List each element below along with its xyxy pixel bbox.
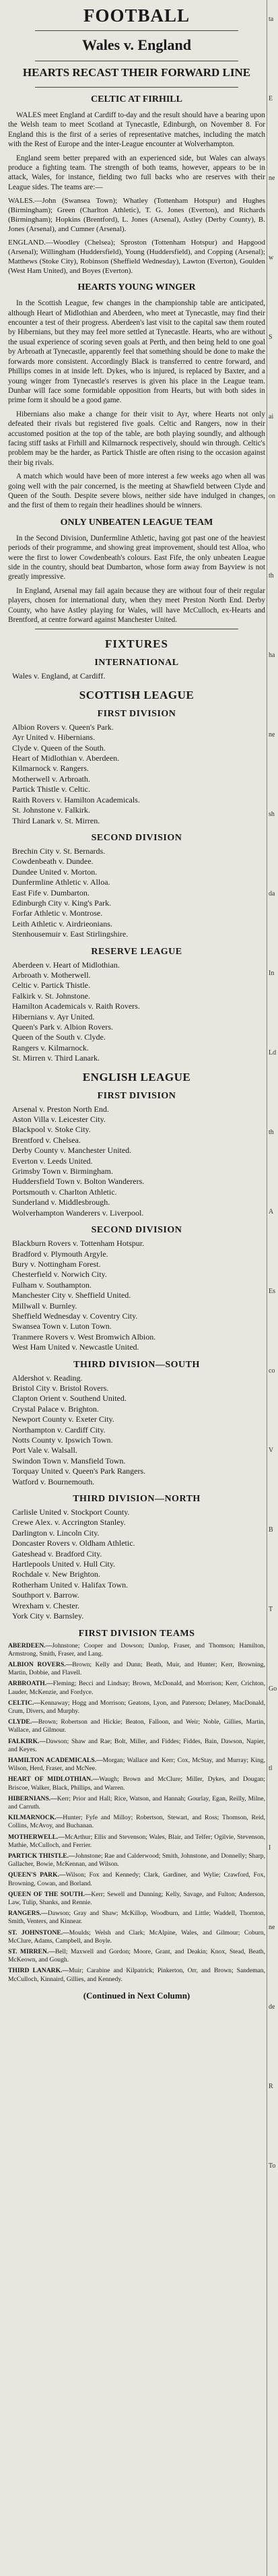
fixture-line: Leith Athletic v. Airdrieonians. (12, 918, 112, 929)
fixture-line: Notts County v. Ipswich Town. (12, 1435, 113, 1445)
team-entry (8, 1852, 265, 1868)
team-entry (8, 1661, 265, 1677)
international-heading: INTERNATIONAL (94, 658, 179, 668)
fixture-line: Bradford v. Plymouth Argyle. (12, 1249, 108, 1259)
team-entry (8, 1642, 265, 1658)
fixture-line: Carlisle United v. Stockport County. (12, 1507, 130, 1517)
continued-note: (Continued in Next Column) (83, 1990, 190, 2001)
club-name: MOTHERWELL.— (8, 1833, 65, 1841)
fixture-line: Brechin City v. St. Bernards. (12, 846, 106, 856)
team-selections (8, 1642, 265, 1984)
fixture-line: Everton v. Leeds United. (12, 1156, 93, 1166)
strip-fragment: Go (269, 1685, 277, 1693)
fixture-line: Edinburgh City v. King's Park. (12, 898, 112, 908)
first-division-heading: FIRST DIVISION (97, 708, 176, 719)
club-name: HIBERNIANS.— (8, 1794, 57, 1802)
fixture-line: Clyde v. Queen of the South. (12, 743, 106, 753)
divider (35, 30, 238, 31)
third-north-list (8, 1507, 265, 1621)
fixture-line: Arsenal v. Preston North End. (12, 1104, 109, 1114)
fixture-line: Hamilton Academicals v. Raith Rovers. (12, 1001, 140, 1011)
strip-fragment: ha (269, 652, 275, 659)
club-name: ST. JOHNSTONE.— (8, 1928, 69, 1937)
fixture-line: Kilmarnock v. Rangers. (12, 763, 89, 774)
fixture-line: Third Lanark v. St. Mirren. (12, 815, 100, 825)
fixture-line: Wolverhampton Wanderers v. Liverpool. (12, 1207, 144, 1218)
fixture-line: Crystal Palace v. Brighton. (12, 1404, 99, 1414)
fixture-line: Tranmere Rovers v. West Bromwich Albion. (12, 1331, 156, 1342)
reserve-league-heading: RESERVE LEAGUE (91, 946, 182, 957)
english-first-heading: FIRST DIVISION (97, 1090, 176, 1101)
fixture-line: Northampton v. Cardiff City. (12, 1424, 106, 1435)
fixture-line: York City v. Barnsley. (12, 1611, 84, 1621)
fixture-line: Swindon Town v. Mansfield Town. (12, 1455, 126, 1466)
strip-fragment: da (269, 890, 275, 898)
club-lineup: Waugh; Brown and McClure; Miller, Dykes, and Dougan; Briscoe, Walker, Black, Phillips, and Warren. (8, 1776, 265, 1792)
fixture-line: Motherwell v. Arbroath. (12, 774, 90, 784)
divider (35, 87, 238, 88)
fixture-line: Queen's Park v. Albion Rovers. (12, 1022, 114, 1032)
reserve-list (8, 960, 265, 1064)
club-lineup: Moulds; Welsh and Clark; McAlpine, Wales, and Gilmour; Coburn, McClure, Adams, Campbell, and Boyle. (8, 1928, 265, 1945)
fixture-line: Crewe Alex. v. Accrington Stanley. (12, 1517, 126, 1528)
team-entry (8, 1910, 265, 1926)
team-entry (8, 1699, 265, 1716)
adjacent-column-fragment (267, 0, 278, 2576)
strip-fragment: ne (269, 175, 275, 182)
strip-fragment: ne (269, 731, 275, 739)
fixture-line: Swansea Town v. Luton Town. (12, 1321, 112, 1331)
club-lineup: Bell; Maxwell and Gordon; Moore, Grant, and Deakin; Knox, Stead, Beath, McKeown, and Gough. (8, 1948, 265, 1964)
club-name: QUEEN OF THE SOUTH.— (8, 1890, 92, 1898)
fixture-line: Arbroath v. Motherwell. (12, 970, 91, 980)
strip-fragment: th (269, 572, 274, 579)
fixture-line: Raith Rovers v. Hamilton Academicals. (12, 794, 140, 805)
fixture-line: Rangers v. Kilmarnock. (12, 1042, 89, 1053)
scottish-first-list (8, 722, 265, 826)
club-lineup: Kerr; Sewell and Dunning; Kelly, Savage, and Fulton; Anderson, Law, Tulip, Shanks, and Rennie. (8, 1890, 265, 1906)
fixture-line: Falkirk v. St. Johnstone. (12, 991, 90, 1001)
strip-fragment: In (269, 970, 275, 977)
club-name: KILMARNOCK.— (8, 1814, 63, 1822)
fixture-line: Watford v. Bournemouth. (12, 1476, 95, 1486)
english-second-heading: SECOND DIVISION (91, 1225, 182, 1236)
team-entry (8, 1967, 265, 1983)
fixture-line: Dundee United v. Morton. (12, 867, 98, 877)
team-entry (8, 1814, 265, 1830)
fixture-line: Fulham v. Southampton. (12, 1280, 92, 1290)
fixture-line: Huddersfield Town v. Bolton Wanderers. (12, 1176, 145, 1187)
fixture-line: Partick Thistle v. Celtic. (12, 784, 90, 794)
fixture-line: Hartlepools United v. Hull City. (12, 1559, 116, 1569)
club-name: QUEEN'S PARK.— (8, 1871, 66, 1879)
club-lineup: Muir; Carabine and Kilpatrick; Pinkerton, Orr, and Brown; Sandeman, McCulloch, Kinnaird, Gillies, and Kennedy. (8, 1967, 265, 1983)
strip-fragment: ne (269, 1924, 275, 1931)
fixture-line: Heart of Midlothian v. Aberdeen. (12, 753, 120, 763)
third-south-heading: THIRD DIVISION—SOUTH (73, 1359, 200, 1370)
team-entry (8, 1680, 265, 1696)
team-entry (8, 1738, 265, 1754)
fixture-line: Derby County v. Manchester United. (12, 1145, 132, 1156)
fixture-line: Portsmouth v. Charlton Athletic. (12, 1187, 117, 1197)
club-lineup: Kennaway; Hogg and Morrison; Geatons, Lyon, and Paterson; Delaney, MacDonald, Crum, Divers, and Murphy. (8, 1699, 265, 1715)
subheadline: ONLY UNBEATEN LEAGUE TEAM (60, 517, 213, 528)
strip-fragment: tl (269, 1765, 273, 1772)
club-name: ALBION ROVERS.— (8, 1660, 73, 1668)
club-name: RANGERS.— (8, 1910, 48, 1918)
article-paragraph: Hibernians also make a change for their visit to Ayr, where Hearts not only defeated their rivals but registered five goals. Celtic and Rangers, now in their accustomed position at the top of the table, are both playing soundly, and although facing stiff tasks at Firhill and Kilmarnock respectively, should win through. Celtic's problem may be the harder, as Partick Thistle are often rising to the occasion against their big rivals. (8, 410, 265, 467)
fixture-line: Wrexham v. Chester. (12, 1600, 80, 1610)
fixture-line: St. Mirren v. Third Lanark. (12, 1053, 100, 1063)
strip-fragment: Es (269, 1288, 275, 1295)
article-paragraph: England seem better prepared with an experienced side, but Wales can always produce a fighting team. The strength of both teams, however, appears to be in attack, Wales, for instance, fielding two full backs who are reserves with their League sides. The teams are:— (8, 154, 265, 191)
article-paragraph: A match which would have been of more interest a few weeks ago when all was going well with the pair concerned, is the meeting at Shawfield between Clyde and Queen of the South. Despite severe blows, neither side have indulged in changes, and the first of them to regain their headlines should be winners. (8, 472, 265, 510)
club-lineup: Wilson; Fox and Kennedy; Clark, Gardiner, and Wylie; Crawford, Fox, Browning, Cowan, and Borland. (8, 1871, 265, 1887)
strip-fragment: Ld (269, 1049, 277, 1057)
fixtures-title: FIXTURES (105, 637, 168, 651)
club-name: CLYDE.— (8, 1718, 38, 1726)
fixture-line: Rochdale v. New Brighton. (12, 1569, 100, 1579)
match-title: Wales v. England (81, 36, 191, 53)
team-entry (8, 1757, 265, 1773)
first-division-teams-heading: FIRST DIVISION TEAMS (78, 1628, 195, 1639)
fixture-line: East Fife v. Dumbarton. (12, 887, 90, 898)
football-column (8, 0, 265, 2576)
club-name: CELTIC.— (8, 1699, 40, 1707)
club-lineup: Johnstone; Cooper and Dowson; Dunlop, Fraser, and Thomson; Hamilton, Armstrong, Smith, Fraser, and Lang. (8, 1641, 265, 1658)
fixture-line: Clapton Orient v. Southend United. (12, 1393, 127, 1404)
team-entry (8, 1871, 265, 1887)
club-lineup: Johnstone; Rae and Calderwood; Smith, Johnstone, and Donnelly; Sharp, Gallacher, Bowie, McKennan, and Wilson. (8, 1852, 265, 1868)
club-name: ABERDEEN.— (8, 1641, 53, 1650)
fixture-line: Sheffield Wednesday v. Coventry City. (12, 1311, 138, 1321)
fixture-line: Blackpool v. Stoke City. (12, 1125, 91, 1135)
fixture-line: Gateshead v. Bradford City. (12, 1548, 102, 1559)
team-entry (8, 1948, 265, 1964)
strip-fragment: w (269, 254, 274, 261)
fixture-line: Millwall v. Burnley. (12, 1300, 77, 1311)
scottish-league-heading: SCOTTISH LEAGUE (79, 688, 195, 701)
team-entry (8, 1795, 265, 1811)
club-name: THIRD LANARK.— (8, 1967, 69, 1975)
fixture-line: Forfar Athletic v. Montrose. (12, 908, 103, 918)
second-division-heading: SECOND DIVISION (91, 832, 182, 843)
strip-fragment: E (269, 95, 273, 102)
england-team: ENGLAND.—Woodley (Chelsea); Sproston (Tottenham Hotspur) and Hapgood (Arsenal); Willingham (Huddersfield), Young (Huddersfield), and Copping (Arsenal); Matthews (Stoke City), Robinson (Sheffield Wednesday), Lawton (Everton), Goulden (West Ham United), and Boyes (Everton). (8, 239, 265, 276)
wales-team: WALES.—John (Swansea Town); Whatley (Tottenham Hotspur) and Hughes (Birmingham); Green (Charlton Athletic), T. G. Jones (Everton), and Richards (Birmingham); Hopkins (Brentford), L. Jones (Arsenal), Astley (Derby County), B. Jones (Arsenal), and Cumner (Arsenal). (8, 197, 265, 234)
strip-fragment: B (269, 1526, 273, 1534)
strip-fragment: ai (269, 413, 274, 420)
fixture-line: Queen of the South v. Clyde. (12, 1032, 106, 1042)
fixture-line: Sunderland v. Middlesbrough. (12, 1197, 110, 1207)
club-name: HAMILTON ACADEMICALS.— (8, 1756, 103, 1764)
article-paragraph: In England, Arsenal may fail again because they are without four of their regular players, chosen for international duty, when they meet Preston North End. Derby County, who have Astley playing for Wales, will have McCulloch, ex-Hearts and Brentford, at centre forward against Manchester United. (8, 586, 265, 625)
fixture-line: Rotherham United v. Halifax Town. (12, 1579, 129, 1590)
scottish-second-list (8, 846, 265, 940)
club-lineup: Morgan; Wallace and Kerr; Cox, McStay, and Murray; King, Wilson, Herd, Fraser, and McNee. (8, 1756, 265, 1773)
fixture-line: Stenhousemuir v. East Stirlingshire. (12, 929, 129, 939)
fixture-line: Aldershot v. Reading. (12, 1373, 83, 1383)
club-lineup: McArthur; Ellis and Stevenson; Wales, Blair, and Telfer; Ogilvie, Stevenson, Mathie, McCulloch, and Ferrier. (8, 1833, 265, 1849)
strip-fragment: de (269, 2003, 275, 2011)
club-name: PARTICK THISTLE.— (8, 1852, 75, 1860)
strip-fragment: on (269, 493, 275, 500)
team-entry (8, 1891, 265, 1907)
fixture-line: Southport v. Barrow. (12, 1590, 79, 1600)
fixture-line: Manchester City v. Sheffield United. (12, 1290, 131, 1300)
subheadline: HEARTS YOUNG WINGER (77, 282, 196, 293)
strip-fragment: A (269, 1208, 274, 1216)
club-name: ARBROATH.— (8, 1680, 53, 1688)
strip-fragment: To (269, 2162, 276, 2170)
third-south-list (8, 1373, 265, 1487)
strip-fragment: R (269, 2083, 273, 2090)
club-name: HEART OF MIDLOTHIAN.— (8, 1776, 100, 1784)
english-league-heading: ENGLISH LEAGUE (82, 1070, 191, 1083)
fixture-line: Brentford v. Chelsea. (12, 1135, 81, 1145)
article-paragraph: WALES meet England at Cardiff to-day and the result should have a bearing upon the Welsh team to meet Scotland at Tynecastle, Edinburgh, on November 8. For England this is the first of a series of representative matches, including the match with the Rest of Europe and the inter-League encounter at Wolverhampton. (8, 111, 265, 149)
subheadline: CELTIC AT FIRHILL (91, 94, 182, 104)
team-entry (8, 1929, 265, 1945)
fixture-line: St. Johnstone v. Falkirk. (12, 805, 90, 815)
team-entry (8, 1718, 265, 1734)
fixture-line: Port Vale v. Walsall. (12, 1445, 77, 1455)
fixture-line: Aberdeen v. Heart of Midlothian. (12, 960, 120, 970)
strip-fragment: S (269, 334, 273, 341)
section-title: FOOTBALL (83, 5, 190, 26)
strip-fragment: th (269, 1129, 274, 1136)
fixture-line: Grimsby Town v. Birmingham. (12, 1166, 113, 1176)
article-paragraph: In the Second Division, Dunfermline Athletic, having got past one of the heaviest periods of their programme, and showing great improvement, should test Alloa, who were the first to lower Cowdenbeath's colours. East Fife, the only unbeaten League side in the country, should beat Dumbarton, whose form away from Bayview is not greatly impressive. (8, 534, 265, 582)
fixture-line: Bristol City v. Bristol Rovers. (12, 1383, 109, 1393)
team-entry (8, 1776, 265, 1792)
club-lineup: Dawson; Shaw and Rae; Bolt, Miller, and Fiddes; Fiddes, Bain, Dawson, Napier, and Keyes. (8, 1737, 265, 1753)
club-lineup: Hunter; Fyfe and Milloy; Robertson, Stewart, and Ross; Thomson, Reid, Collins, McAvoy, and Buchanan. (8, 1814, 265, 1830)
strip-fragment: V (269, 1447, 274, 1454)
fixture-line: Doncaster Rovers v. Oldham Athletic. (12, 1538, 135, 1548)
club-lineup: Brown; Robertson and Hickie; Beaton, Falloon, and Weir; Noble, Gillies, Martin, Wallace, and Gilmour. (8, 1718, 265, 1734)
strip-fragment: co (269, 1367, 275, 1375)
english-second-list (8, 1238, 265, 1352)
club-lineup: Kerr; Prior and Hall; Rice, Watson, and Hannah; Gourlay, Egan, Reilly, Milne, and Carruth. (8, 1794, 265, 1811)
fixture-line: West Ham United v. Newcastle United. (12, 1342, 139, 1352)
strip-fragment: sh (269, 811, 275, 818)
club-name: FALKIRK.— (8, 1737, 46, 1745)
fixture-line: Darlington v. Lincoln City. (12, 1528, 100, 1538)
headline: HEARTS RECAST THEIR FORWARD LINE (22, 66, 251, 79)
international-list (8, 671, 265, 681)
club-name: ST. MIRREN.— (8, 1948, 55, 1955)
club-lineup: Brown; Kelly and Dunn; Beath, Muir, and Hunter; Kerr, Browning, Martin, Dobbie, and Flavell. (8, 1660, 265, 1677)
club-lineup: Dawson; Gray and Shaw; McKillop, Woodburn, and Little; Waddell, Thornton, Smith, Venters, and Kinnear. (8, 1910, 265, 1926)
fixture-line: Ayr United v. Hibernians. (12, 732, 96, 743)
third-north-heading: THIRD DIVISION—NORTH (73, 1494, 201, 1505)
club-lineup: Fleming; Becci and Lindsay; Brown, McDonald, and Morrison; Kerr, Crichton, Lauder, McKenzie, and Fordyce. (8, 1680, 265, 1696)
fixture-line: Wales v. England, at Cardiff. (12, 671, 106, 681)
fixture-line: Hibernians v. Ayr United. (12, 1011, 95, 1022)
fixture-line: Chesterfield v. Norwich City. (12, 1269, 107, 1280)
strip-fragment: ta (269, 15, 274, 23)
fixture-line: Blackburn Rovers v. Tottenham Hotspur. (12, 1238, 145, 1249)
strip-fragment: I (269, 1844, 271, 1852)
fixture-line: Cowdenbeath v. Dundee. (12, 856, 94, 867)
fixture-line: Bury v. Nottingham Forest. (12, 1259, 101, 1269)
fixture-line: Newport County v. Exeter City. (12, 1414, 114, 1424)
fixture-line: Aston Villa v. Leicester City. (12, 1114, 106, 1125)
fixture-line: Celtic v. Partick Thistle. (12, 980, 90, 991)
team-entry (8, 1833, 265, 1850)
strip-fragment: T (269, 1606, 273, 1613)
english-first-list (8, 1104, 265, 1218)
fixture-line: Albion Rovers v. Queen's Park. (12, 722, 114, 732)
fixture-line: Torquay United v. Queen's Park Rangers. (12, 1466, 146, 1476)
article-paragraph: In the Scottish League, few changes in the championship table are anticipated, although Heart of Midlothian and Aberdeen, who meet at Tynecastle, may find their encounter a test of their progress. Aberdeen's last visit to the capital saw them routed by Hibernians, but they may feel more settled at Tynecastle. Hearts, who are without the usual experience of scoring seven goals at Perth, and then being held to one goal by Arbroath at Tynecastle, apparently feel that something should be done to make the forwards more consistent. Accordingly Black is transferred to centre forward, and Phillips comes in at inside left. Dykes, who is injured, is replaced by Baxter, and a young winger from Tynecastle's reserves is given his place in the League team. Dunbar will face some formidable opposition from Hearts, but with both sides in prime form it should be a good game. (8, 299, 265, 405)
fixture-line: Dunfermline Athletic v. Alloa. (12, 877, 110, 887)
